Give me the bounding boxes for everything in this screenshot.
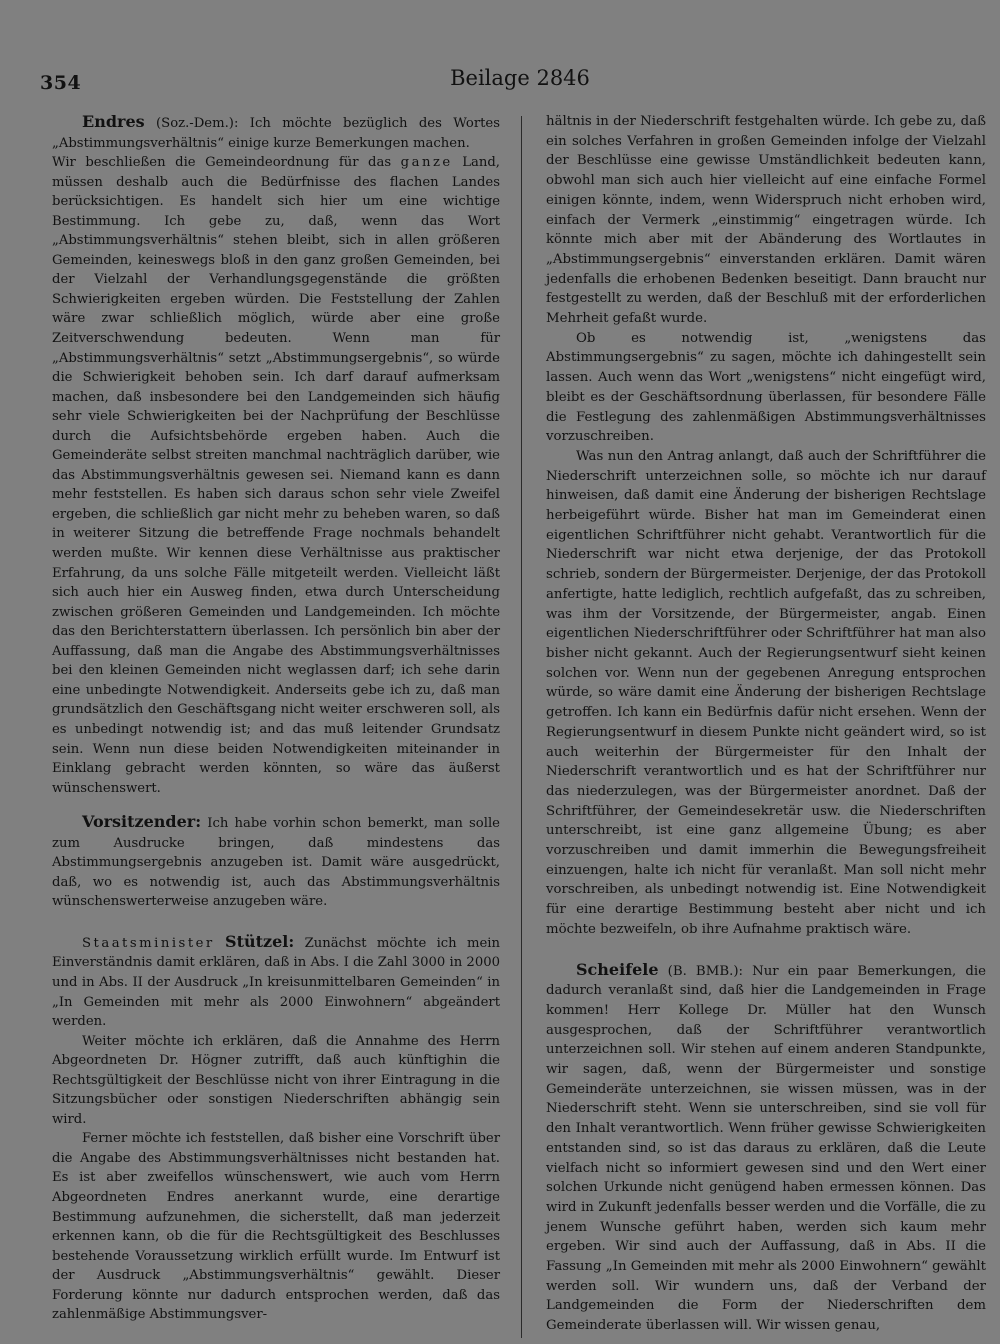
paragraph-endres bbox=[52, 112, 500, 153]
paragraph: Was nun den Antrag anlangt, daß auch der Schriftführer die Niederschrift unterzeichnen solle, so möchte ich nur darauf hinweisen, daß damit eine Änderung der bisherigen Rechtslage herbeigeführt würde. Bisher hat man im Gemeinderat einen eigentlichen Schriftführer nicht gehabt. Verantwortlich für die Niederschrift war nicht etwa derjenige, der das Protokoll schrieb, sondern der Bürgermeister. Derjenige, der das Protokoll anfertigte, hatte lediglich, rechtlich aufgefaßt, das zu schreiben, was ihm der Vorsitzende, der Bürgermeister, angab. Einen eigentlichen Niederschriftführer oder Schriftführer hat man also bisher nicht gekannt. Auch der Regierungsentwurf sieht keinen solchen vor. Wenn nun der gegebenen Anregung entsprochen würde, so wäre damit eine Änderung der bisherigen Rechtslage getroffen. Ich kann ein Bedürfnis dafür nicht ersehen. Wenn der Regierungsentwurf in diesem Punkte nicht geändert wird, so ist auch weiterhin der Bürgermeister für den Inhalt der Niederschrift verantwortlich und es hat der Schriftführer nur das niederzulegen, was der Bürgermeister anordnet. Daß der Schriftführer, der Gemeindesekretär usw. die Niederschriften unterschreibt, ist eine ganz allgemeine Übung; es aber vorzuschreiben und damit immerhin die Bewegungsfreiheit einzuengen, halte ich nicht für veranlaßt. Man soll nicht mehr vorschreiben, als unbedingt notwendig ist. Eine Notwendigkeit für eine derartige Bestimmung besteht aber nicht und ich möchte bezweifeln, ob ihre Aufnahme praktisch wäre. bbox=[546, 448, 986, 937]
speaker-role: Staatsminister bbox=[82, 935, 215, 951]
speech-text: (B. BMB.): Nur ein paar Bemerkungen, die dadurch veranlaßt sind, daß hier die Landgemeinden in Frage kommen! Herr Kollege Dr. Müller hat den Wunsch ausgesprochen, daß der Schriftführer verantwortlich unterzeichnen soll. Wir stehen auf einem anderen Standpunkte, wir sagen, daß, wenn der Bürgermeister und sonstige Gemeinderäte unterzeichnen, sie wissen müssen, was in der Niederschrift steht. Wenn sie unterschreiben, sind sie voll für den Inhalt verantwortlich. Wenn früher gewisse Schwierigkeiten entstanden sind, so ist das daraus zu erklären, daß die Leute vielfach nicht so informiert gewesen sind und den Wert einer solchen Urkunde nicht genügend haben ermessen können. Das wird in Zukunft jedenfalls besser werden und die Vorfälle, die zu jenem Wunsche geführt haben, werden sich kaum mehr ergeben. Wir sind auch der Auffassung, daß in Abs. II die Fassung „In Gemeinden mit mehr als 2000 Einwohnern“ gewählt werden soll. Wir wundern uns, daß der Verband der Landgemeinden die Form der Niederschriften dem Gemeinderate überlassen will. Wir wissen genau, bbox=[546, 963, 986, 1334]
right-column bbox=[546, 112, 986, 1336]
paragraph-stuetzel bbox=[52, 932, 500, 1032]
column-divider bbox=[521, 116, 522, 1338]
speaker-name: Scheifele bbox=[576, 959, 659, 979]
page-number: 354 bbox=[40, 72, 82, 94]
speaker-name: Stützel: bbox=[225, 931, 295, 951]
speaker-name: Vorsitzender: bbox=[82, 812, 202, 832]
speech-text: Zunächst möchte ich mein Einverständnis damit erklären, daß in Abs. I die Zahl 3000 in 2000 und in Abs. II der Ausdruck „In kreisunmittelbaren Gemeinden“ in „In Gemeinden mit mehr als 2000 Einwohnern“ abgeändert werden. bbox=[52, 935, 500, 1030]
left-column bbox=[52, 112, 500, 1325]
paragraph: Ferner möchte ich feststellen, daß bisher eine Vorschrift über die Angabe des Abstimmungsverhältnisses nicht bestanden hat. Es ist aber zweifellos wünschenswert, wie auch vom Herrn Abgeordneten Endres anerkannt wurde, eine derartige Bestimmung aufzunehmen, die sicherstellt, daß man jederzeit erkennen kann, ob die für die Rechtsgültigkeit des Beschlusses bestehende Voraussetzung wirklich erfüllt wurde. Im Entwurf ist der Ausdruck „Abstimmungsverhältnis“ gewählt. Dieser Forderung könnte nur dadurch entsprochen werden, daß das zahlenmäßige Abstimmungsver- bbox=[52, 1131, 500, 1323]
paragraph: Ob es notwendig ist, „wenigstens das Abstimmungsergebnis“ zu sagen, möchte ich dahingestellt sein lassen. Auch wenn das Wort „wenigstens“ nicht eingefügt wird, bleibt es der Geschäftsordnung überlassen, für besondere Fälle die Festlegung des zahlenmäßigen Abstimmungsverhältnisses vorzuschreiben. bbox=[546, 330, 986, 445]
paragraph-scheifele bbox=[546, 960, 986, 1336]
paragraph-continued: hältnis in der Niederschrift festgehalten würde. Ich gebe zu, daß ein solches Verfahren in großen Gemeinden infolge der Vielzahl der Beschlüsse eine gewisse Umständlichkeit bedeuten kann, obwohl man sich auch hier vielleicht auf eine einfache Formel einigen könnte, indem, wenn Widerspruch nicht erhoben wird, einfach der Vermerk „einstimmig“ eingetragen würde. Ich könnte mich aber mit der Abänderung des Wortlautes in „Abstimmungsergebnis“ einverstanden erklären. Damit wären jedenfalls die erhobenen Bedenken beseitigt. Dann braucht nur festgestellt zu werden, daß der Beschluß mit der erforderlichen Mehrheit gefaßt wurde. bbox=[546, 114, 986, 327]
paragraph: Weiter möchte ich erklären, daß die Annahme des Herrn Abgeordneten Dr. Högner zutrifft, daß auch künftighin die Rechtsgültigkeit der Beschlüsse nicht von ihrer Eintragung in die Sitzungsbücher oder sonstigen Niederschriften abhängig sein wird. bbox=[52, 1033, 500, 1127]
speech-text: (Soz.-Dem.): Ich möchte bezüglich des Wortes „Abstimmungsverhältnis“ einige kurze Bemerkungen machen. bbox=[52, 116, 500, 151]
running-head: Beilage 2846 bbox=[450, 66, 590, 90]
speech-text: Ich habe vorhin schon bemerkt, man solle zum Ausdrucke bringen, daß mindestens das Abstimmungsergebnis anzugeben ist. Damit wäre ausgedrückt, daß, wo es notwendig ist, auch das Abstimmungsverhältnis wünschenswerterweise anzugeben wäre. bbox=[52, 816, 500, 910]
paragraph-vorsitzender bbox=[52, 812, 500, 912]
spaced-emphasis: ganze bbox=[400, 155, 453, 171]
paragraph-endres-continued: Wir beschließen die Gemeindeordnung für das ganze Land, müssen deshalb auch die Bedürfnisse des flachen Landes berücksichtigen. Es handelt sich hier um eine wichtige Bestimmung. Ich gebe zu, daß, wenn das Wort „Abstimmungsverhältnis“ stehen bleibt, sich in allen größeren Gemeinden, keineswegs bloß in den ganz großen Gemeinden, bei der Vielzahl der Verhandlungsgegenstände die größten Schwierigkeiten ergeben würden. Die Feststellung der Zahlen wäre zwar schließlich möglich, würde aber eine große Zeitverschwendung bedeuten. Wenn man für „Abstimmungsverhältnis“ setzt „Abstimmungsergebnis“, so würde die Schwierigkeit behoben sein. Ich darf darauf aufmerksam machen, daß insbesondere bei den Landgemeinden sich häufig sehr viele Schwierigkeiten bei der Nachprüfung der Beschlüsse durch die Aufsichtsbehörde ergeben haben. Auch die Gemeinderäte selbst streiten manchmal nachträglich darüber, wie das Abstimmungsverhältnis gewesen sei. Niemand kann es dann mehr feststellen. Es haben sich daraus schon sehr viele Zweifel ergeben, die schließlich gar nicht mehr zu beheben waren, so daß in weiterer Sitzung die betreffende Frage nochmals behandelt werden mußte. Wir kennen diese Verhältnisse aus praktischer Erfahrung, da uns solche Fälle mitgeteilt werden. Vielleicht läßt sich auch hier ein Ausweg finden, etwa durch Unterscheidung zwischen größeren Gemeinden und Landgemeinden. Ich möchte das den Berichterstattern überlassen. Ich persönlich bin aber der Auffassung, daß man die Angabe des Abstimmungsverhältnisses bei den kleinen Gemeinden nicht weglassen darf; ich sehe darin eine unbedingte Notwendigkeit. Anderseits gebe ich zu, daß man grundsätzlich den Geschäftsgang nicht weiter erschweren soll, als es unbedingt notwendig ist; and das muß leitender Grundsatz sein. Wenn nun diese beiden Notwendigkeiten miteinander in Einklang gebracht werden könnten, so wäre das äußerst wünschenswert. bbox=[52, 155, 500, 796]
speaker-name: Endres bbox=[82, 112, 145, 131]
